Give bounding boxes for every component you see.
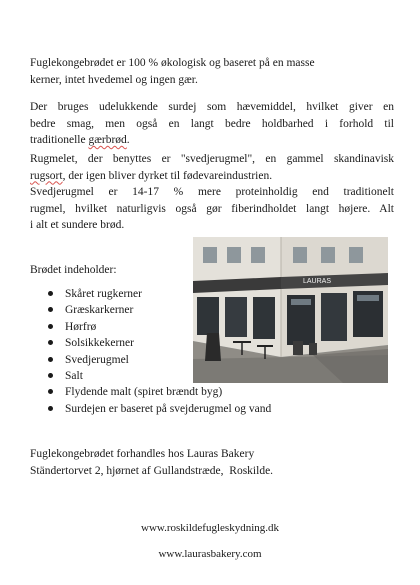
- bullet-icon: [48, 357, 53, 362]
- bakery-storefront-photo: [193, 237, 388, 383]
- para4-line-1: Svedjerugmel er 14-17 % mere proteinholdig end traditionelt: [30, 186, 394, 198]
- ingredient-label: Hørfrø: [65, 320, 97, 333]
- storefront-illustration: [193, 237, 388, 383]
- ingredient-label: Græskarkerner: [65, 304, 134, 317]
- ingredients-heading: Brødet indeholder:: [30, 264, 117, 276]
- bullet-icon: [48, 406, 53, 411]
- para2-line-1: Der bruges udelukkende surdej som hævemiddel, hvilket giver en: [30, 101, 394, 113]
- ingredient-label: Flydende malt (spiret brændt byg): [65, 386, 223, 399]
- retailer-line-2: Ständertorvet 2, hjørnet af Gullandstræde, Roskilde.: [30, 464, 274, 477]
- para2-line-3: [30, 132, 394, 149]
- para3-line-2: [30, 168, 394, 185]
- protein-paragraph: [30, 184, 394, 234]
- para2-line-3-suffix: .: [126, 134, 130, 146]
- list-item: [48, 401, 271, 417]
- intro-line-2: kerner, intet hvedemel og ingen gær.: [30, 73, 198, 86]
- flour-paragraph: [30, 151, 394, 184]
- ingredient-label: Svedjerugmel: [65, 353, 129, 366]
- ingredient-label: Solsikkekerner: [65, 337, 134, 350]
- bullet-icon: [48, 307, 53, 312]
- misspelled-word: rugsort: [30, 169, 63, 182]
- bullet-icon: [48, 291, 53, 296]
- ingredient-label: Skåret rugkerner: [65, 288, 142, 300]
- para4-line-2: rugmel, hvilket naturligvis også gør fiberindholdet langt højere. Alt: [30, 202, 394, 215]
- leavening-paragraph: [30, 99, 394, 149]
- bullet-icon: [48, 389, 53, 394]
- para3-line-2-suffix: , der igen bliver dyrket til fødevareindustrien.: [62, 169, 273, 182]
- intro-paragraph: [30, 55, 392, 88]
- ingredient-label: Salt: [65, 370, 83, 383]
- website-link-laurasbakery[interactable]: www.laurasbakery.com: [158, 548, 262, 560]
- bullet-icon: [48, 324, 53, 329]
- para2-line-2: bedre smag, men også en langt bedre holdbarhed i forhold til: [30, 117, 394, 130]
- para3-line-1: Rugmelet, der benyttes er "svedjerugmel", en gammel skandinavisk: [30, 153, 394, 165]
- bullet-icon: [48, 373, 53, 378]
- retailer-line-1: Fuglekongebrødet forhandles hos Lauras Bakery: [30, 448, 255, 460]
- intro-line-1: Fuglekongebrødet er 100 % økologisk og baseret på en masse: [30, 57, 315, 69]
- ingredient-label: Surdejen er baseret på svejderugmel og vand: [65, 402, 272, 415]
- para4-line-3: i alt et sundere brød.: [30, 219, 125, 231]
- retailer-paragraph: [30, 446, 370, 479]
- para2-line-3-prefix: traditionelle: [30, 134, 89, 146]
- misspelled-word: gærbrød: [88, 134, 127, 146]
- shop-sign-text: LAURAS: [303, 278, 332, 285]
- bullet-icon: [48, 340, 53, 345]
- website-link-fugleskydning[interactable]: www.roskildefugleskydning.dk: [141, 522, 279, 534]
- list-item: [48, 384, 271, 400]
